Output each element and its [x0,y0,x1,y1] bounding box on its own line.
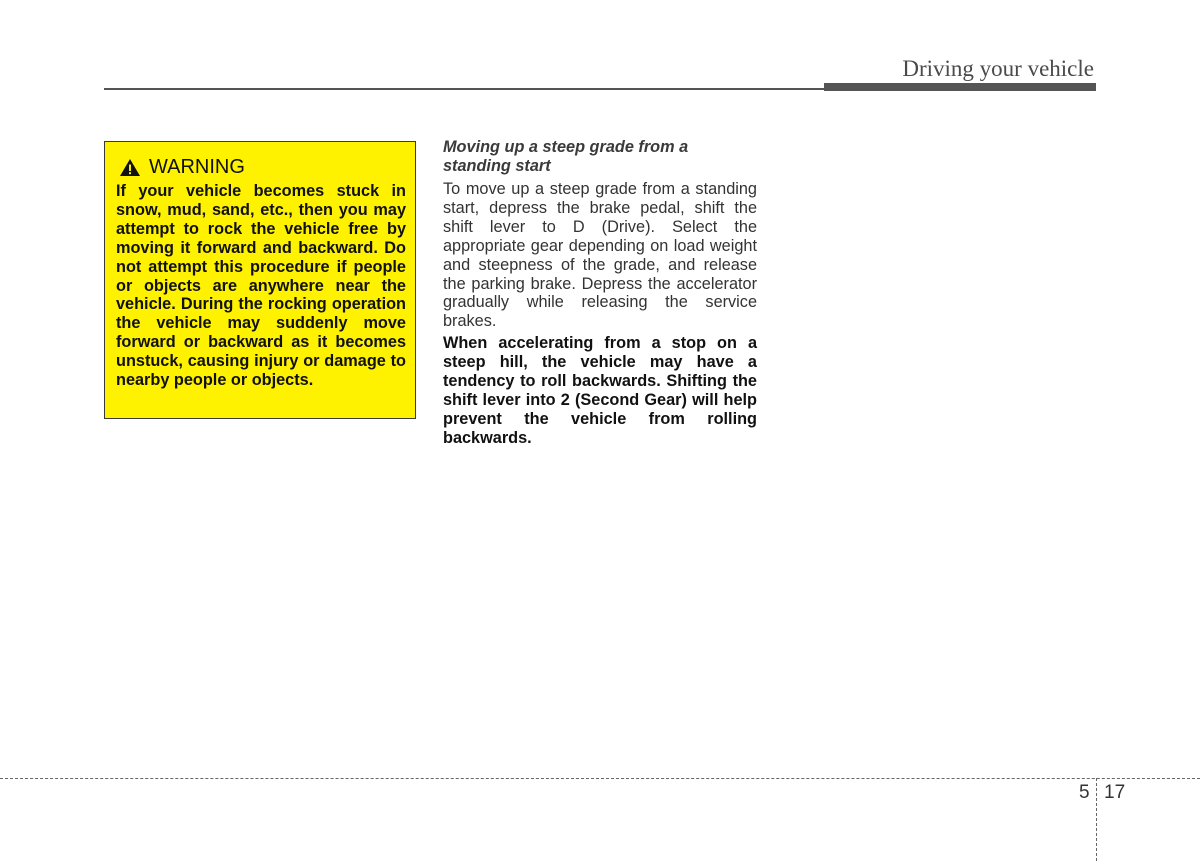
footer-page-divider [1096,778,1097,861]
warning-triangle-icon [119,158,141,177]
warning-heading-label: WARNING [149,155,245,178]
header-rule-accent [824,83,1096,91]
header-rule [104,88,824,90]
section-title: Moving up a steep grade from a standing start [443,138,689,175]
steep-grade-section [443,138,757,448]
footer-divider [0,778,1200,779]
warning-text: If your vehicle becomes stuck in snow, mud, sand, etc., then you may attempt to rock the vehicle free by moving it forward and backward. Do not attempt this procedure if people or objects are anywhere near the vehicle. During the rocking operation the vehicle may suddenly move forward or backward as it becomes unstuck, causing injury or damage to nearby people or objects. [116,182,406,390]
chapter-number: 5 [1079,782,1090,803]
section-body: To move up a steep grade from a standing start, depress the brake pedal, shift the shift lever to D (Drive). Select the appropriate gear depending on load weight and steepness of the grade, and release the parking brake. Depress the accelerator gradually while releasing the service brakes. [443,180,757,331]
page-header-title: Driving your vehicle [902,56,1094,81]
page-number: 17 [1104,782,1126,803]
warning-box [104,141,416,419]
section-note: When accelerating from a stop on a steep hill, the vehicle may have a tendency to roll backwards. Shifting the shift lever into 2 (Second Gear) will help prevent the vehicle from rolling backwards. [443,334,757,447]
warning-heading [119,154,406,180]
